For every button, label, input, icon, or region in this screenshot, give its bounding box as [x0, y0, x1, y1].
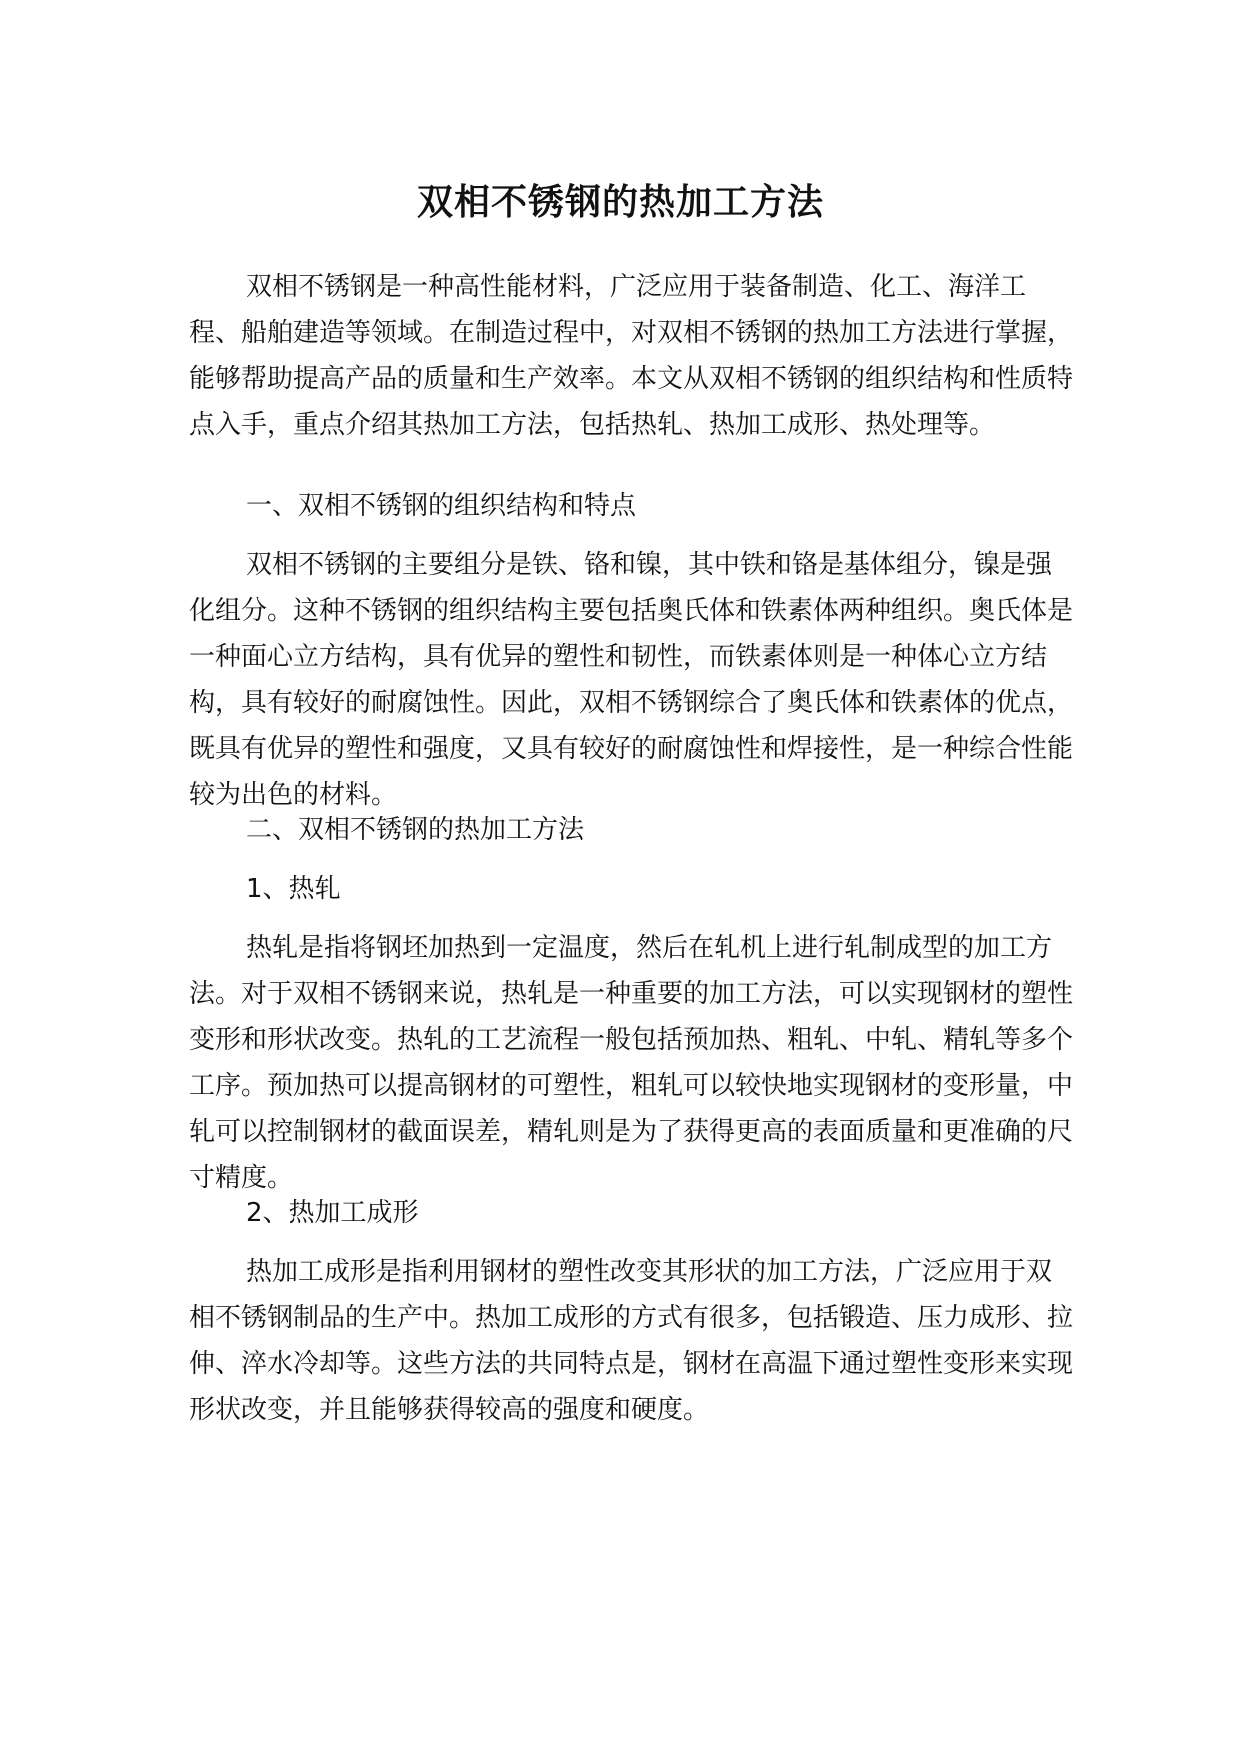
section-1-heading: 一、双相不锈钢的组织结构和特点: [246, 491, 637, 521]
document-title: 双相不锈钢的热加工方法: [416, 182, 824, 223]
section-1-paragraph: 双相不锈钢的主要组分是铁、铬和镍，其中铁和铬是基体组分，镍是强化组分。这种不锈钢的组织结构主要包括奥氏体和铁素体两种组织。奥氏体是一种面心立方结构，具有优异的塑性和韧性，而铁素体则是一种体心立方结构，具有较好的耐腐蚀性。因此，双相不锈钢综合了奥氏体和铁素体的优点，既具有优异的塑性和强度，又具有较好的耐腐蚀性和焊接性，是一种综合性能较为出色的材料。: [189, 550, 1074, 810]
intro-paragraph: 双相不锈钢是一种高性能材料，广泛应用于装备制造、化工、海洋工程、船舶建造等领域。在制造过程中，对双相不锈钢的热加工方法进行掌握，能够帮助提高产品的质量和生产效率。本文从双相不锈钢的组织结构和性质特点入手，重点介绍其热加工方法，包括热轧、热加工成形、热处理等。: [189, 272, 1074, 440]
subsection-1-paragraph: 热轧是指将钢坯加热到一定温度，然后在轧机上进行轧制成型的加工方法。对于双相不锈钢来说，热轧是一种重要的加工方法，可以实现钢材的塑性变形和形状改变。热轧的工艺流程一般包括预加热、粗轧、中轧、精轧等多个工序。预加热可以提高钢材的可塑性，粗轧可以较快地实现钢材的变形量，中轧可以控制钢材的截面误差，精轧则是为了获得更高的表面质量和更准确的尺寸精度。: [189, 933, 1074, 1193]
section-2-heading: 二、双相不锈钢的热加工方法: [246, 815, 585, 845]
subsection-2-heading: 2、热加工成形: [246, 1198, 419, 1228]
subsection-2-paragraph: 热加工成形是指利用钢材的塑性改变其形状的加工方法，广泛应用于双相不锈钢制品的生产中。热加工成形的方式有很多，包括锻造、压力成形、拉伸、淬水冷却等。这些方法的共同特点是，钢材在高温下通过塑性变形来实现形状改变，并且能够获得较高的强度和硬度。: [189, 1257, 1074, 1425]
subsection-1-heading: 1、热轧: [246, 874, 341, 904]
